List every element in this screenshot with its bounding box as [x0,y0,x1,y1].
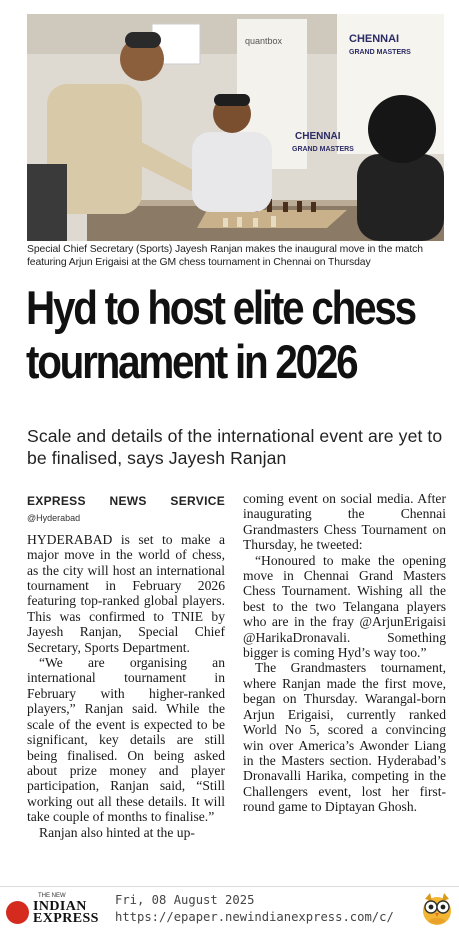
svg-text:GRAND MASTERS: GRAND MASTERS [349,49,411,56]
logo-indian: INDIAN [33,899,87,914]
article-column-1 [27,493,225,840]
article-photo [27,14,444,241]
svg-text:quantbox: quantbox [245,36,283,46]
footer-divider [0,886,459,887]
photo-caption: Special Chief Secretary (Sports) Jayesh Ranjan makes the inaugural move in the match featuring Arjun Erigaisi at the GM chess tournament in Chennai on Thursday [27,244,423,268]
logo-the: THE NEW [38,893,66,899]
byline [27,493,225,527]
newspaper-logo[interactable] [6,893,104,927]
publication-date: Fri, 08 August 2025 [115,893,255,907]
paragraph: The Grandmasters tournament, where Ranjan made the first move, began on Thursday. Warangal-born Arjun Erigaisi, currently ranked World No 5, scored a convincing win over America’s Awonder Liang in the Masters section. Hyderabad’s Dronavalli Harika, competing in the Challengers event, lost her first-round game to Diptayan Ghosh. [243,660,446,815]
byline-city: @Hyderabad [27,513,81,524]
chess-tournament-photo [27,14,444,241]
headline-line-1: Hyd to host elite chess [26,281,415,334]
paragraph: “We are organising an international tournament in February with higher-ranked players,” Ranjan said. While the scale of the event is expected to be significant, key details are still being finalised. On being asked about prize money and player participation, Ranjan said, “Still working out all these details. It will take couple of months to finalise.” [27,655,225,825]
article-column-2 [243,491,446,815]
svg-text:CHENNAI: CHENNAI [349,33,400,45]
footer-meta [115,892,394,926]
svg-text:GRAND MASTERS: GRAND MASTERS [292,146,354,153]
headline-line-2: tournament in 2026 [26,335,357,388]
logo-express: EXPRESS [33,911,99,926]
paragraph: Ranjan also hinted at the up- [39,824,195,840]
svg-text:CHENNAI: CHENNAI [295,131,341,142]
subheadline: Scale and details of the international event are yet to be finalised, says Jayesh Ranjan [27,426,443,468]
paragraph: “Honoured to make the opening move in Chennai Grand Masters Chess Tournament. Wishing all the best to the two Telangana players who are in the fray @ArjunErigaisi @HarikaDronavali. Something bigger is coming Hyd’s way too.” [243,552,446,661]
headline [26,281,415,389]
paragraph: coming event on social media. After inaugurating the Chennai Grandmasters Chess Tournament on Thursday, he tweeted: [243,491,446,553]
globe-logo-icon [6,901,29,924]
paragraph: HYDERABAD is set to make a major move in the world of chess, as the city will host an international tournament in February 2026 featuring top-ranked global players. This was confirmed to TNIE by Jayesh Ranjan, Special Chief Secretary, Sports Department. [27,531,225,655]
byline-agency: EXPRESS NEWS SERVICE [27,494,225,508]
owl-mascot-icon[interactable] [420,890,454,926]
epaper-url[interactable]: https://epaper.newindianexpress.com/c/ [115,910,394,924]
